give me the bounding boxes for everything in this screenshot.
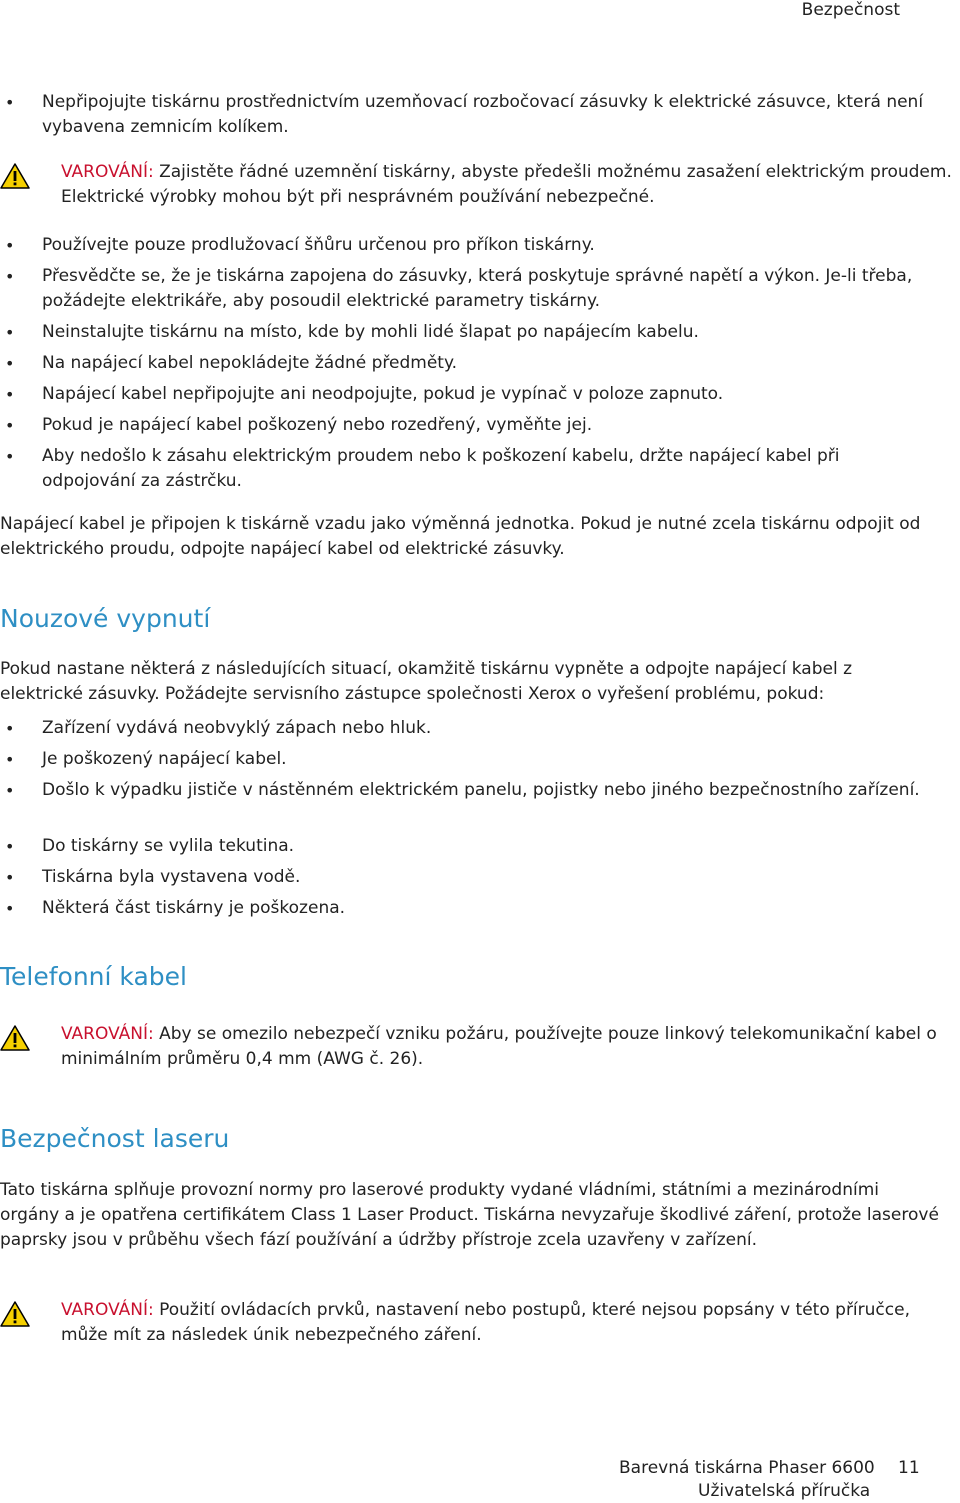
bullet-dot: • <box>5 236 15 255</box>
list-item <box>0 382 930 407</box>
list-item-text: Pokud je napájecí kabel poškozený nebo rozedřený, vyměňte jej. <box>42 415 593 435</box>
footer-product: Barevná tiskárna Phaser 6600 <box>619 1458 875 1478</box>
bullet-dot: • <box>5 719 15 738</box>
list-item <box>0 778 930 803</box>
bullet-dot: • <box>5 267 15 286</box>
intro-bullet-text: Nepřipojujte tiskárnu prostřednictvím uzemňovací rozbočovací zásuvky k elektrické zásuvce, která není vybavena zemnicím kolíkem. <box>42 92 924 137</box>
warning-triangle-icon <box>0 1024 30 1052</box>
warning-text <box>61 1022 960 1072</box>
footer-page-number: 11 <box>898 1458 920 1478</box>
warning-text <box>61 160 960 210</box>
laser-paragraph: Tato tiskárna splňuje provozní normy pro laserové produkty vydané vládními, státními a mezinárodními orgány a je opatřena certifikátem Class 1 Laser Product. Tiskárna nevyzařuje škodlivé záření, protože laserové paprsky jsou v průběhu všech fází používání a údržby přístroje zcela uzavřeny v zařízení. <box>0 1180 939 1250</box>
bullet-dot: • <box>5 416 15 435</box>
warning-triangle-icon <box>0 162 30 190</box>
bullet-dot: • <box>5 354 15 373</box>
bullet-dot: • <box>5 323 15 342</box>
section-title-emergency: Nouzové vypnutí <box>0 604 211 633</box>
footer-guide: Uživatelská příručka <box>698 1481 871 1501</box>
list-item-text: Je poškozený napájecí kabel. <box>42 749 287 769</box>
warning-text <box>61 1298 960 1348</box>
bullet-dot: • <box>5 447 15 466</box>
list-item-text: Neinstalujte tiskárnu na místo, kde by mohli lidé šlapat po napájecím kabelu. <box>42 322 699 342</box>
list-item <box>0 716 930 741</box>
list-item-text: Přesvědčte se, že je tiskárna zapojena do zásuvky, která poskytuje správné napětí a výkon. Je-li třeba, požádejte elektrikáře, aby posoudil elektrické parametry tiskárny. <box>42 266 913 311</box>
list-item <box>0 413 930 438</box>
list-item <box>0 865 930 890</box>
list-item-text: Napájecí kabel nepřipojujte ani neodpojujte, pokud je vypínač v poloze zapnuto. <box>42 384 724 404</box>
list-item <box>0 351 930 376</box>
list-item <box>0 444 930 494</box>
list-item-text: Aby nedošlo k zásahu elektrickým proudem nebo k poškození kabelu, držte napájecí kabel při odpojování za zástrčku. <box>42 446 840 491</box>
bullet-dot: • <box>5 837 15 856</box>
intro-bullet <box>0 90 930 140</box>
power-paragraph: Napájecí kabel je připojen k tiskárně vzadu jako výměnná jednotka. Pokud je nutné zcela tiskárnu odpojit od elektrického proudu, odpojte napájecí kabel od elektrické zásuvky. <box>0 514 921 559</box>
list-item <box>0 896 930 921</box>
list-item-text: Některá část tiskárny je poškozena. <box>42 898 346 918</box>
list-item <box>0 834 930 859</box>
warning-label: VAROVÁNÍ: <box>61 162 154 182</box>
list-item <box>0 747 930 772</box>
list-item-text: Do tiskárny se vylila tekutina. <box>42 836 295 856</box>
list-item <box>0 264 930 314</box>
list-item-text: Na napájecí kabel nepokládejte žádné předměty. <box>42 353 457 373</box>
warning-grounding <box>0 160 960 210</box>
warning-laser <box>0 1298 960 1348</box>
list-item <box>0 320 930 345</box>
running-header: Bezpečnost <box>801 0 900 20</box>
list-item-text: Došlo k výpadku jističe v nástěnném elektrickém panelu, pojistky nebo jiného bezpečnostního zařízení. <box>42 780 920 800</box>
warning-body: Zajistěte řádné uzemnění tiskárny, abyste předešli možnému zasažení elektrickým proudem. Elektrické výrobky mohou být při nesprávném používání nebezpečné. <box>61 162 952 207</box>
bullet-dot: • <box>5 868 15 887</box>
warning-triangle-icon <box>0 1300 30 1328</box>
warning-phone <box>0 1022 960 1072</box>
list-item-text: Tiskárna byla vystavena vodě. <box>42 867 301 887</box>
warning-body: Aby se omezilo nebezpečí vzniku požáru, používejte pouze linkový telekomunikační kabel o minimálním průměru 0,4 mm (AWG č. 26). <box>61 1024 937 1069</box>
bullet-dot: • <box>5 899 15 918</box>
emergency-intro: Pokud nastane některá z následujících situací, okamžitě tiskárnu vypněte a odpojte napájecí kabel z elektrické zásuvky. Požádejte servisního zástupce společnosti Xerox o vyřešení problému, pokud: <box>0 659 853 704</box>
warning-label: VAROVÁNÍ: <box>61 1024 154 1044</box>
warning-label: VAROVÁNÍ: <box>61 1300 154 1320</box>
bullet-dot: • <box>5 750 15 769</box>
section-title-phone: Telefonní kabel <box>0 962 187 991</box>
bullet-dot: • <box>5 93 15 112</box>
list-item-text: Zařízení vydává neobvyklý zápach nebo hluk. <box>42 718 432 738</box>
list-item <box>0 233 930 258</box>
section-title-laser: Bezpečnost laseru <box>0 1124 230 1153</box>
bullet-dot: • <box>5 781 15 800</box>
bullet-dot: • <box>5 385 15 404</box>
list-item-text: Používejte pouze prodlužovací šňůru určenou pro příkon tiskárny. <box>42 235 595 255</box>
warning-body: Použití ovládacích prvků, nastavení nebo postupů, které nejsou popsány v této příručce, může mít za následek únik nebezpečného záření. <box>61 1300 910 1345</box>
